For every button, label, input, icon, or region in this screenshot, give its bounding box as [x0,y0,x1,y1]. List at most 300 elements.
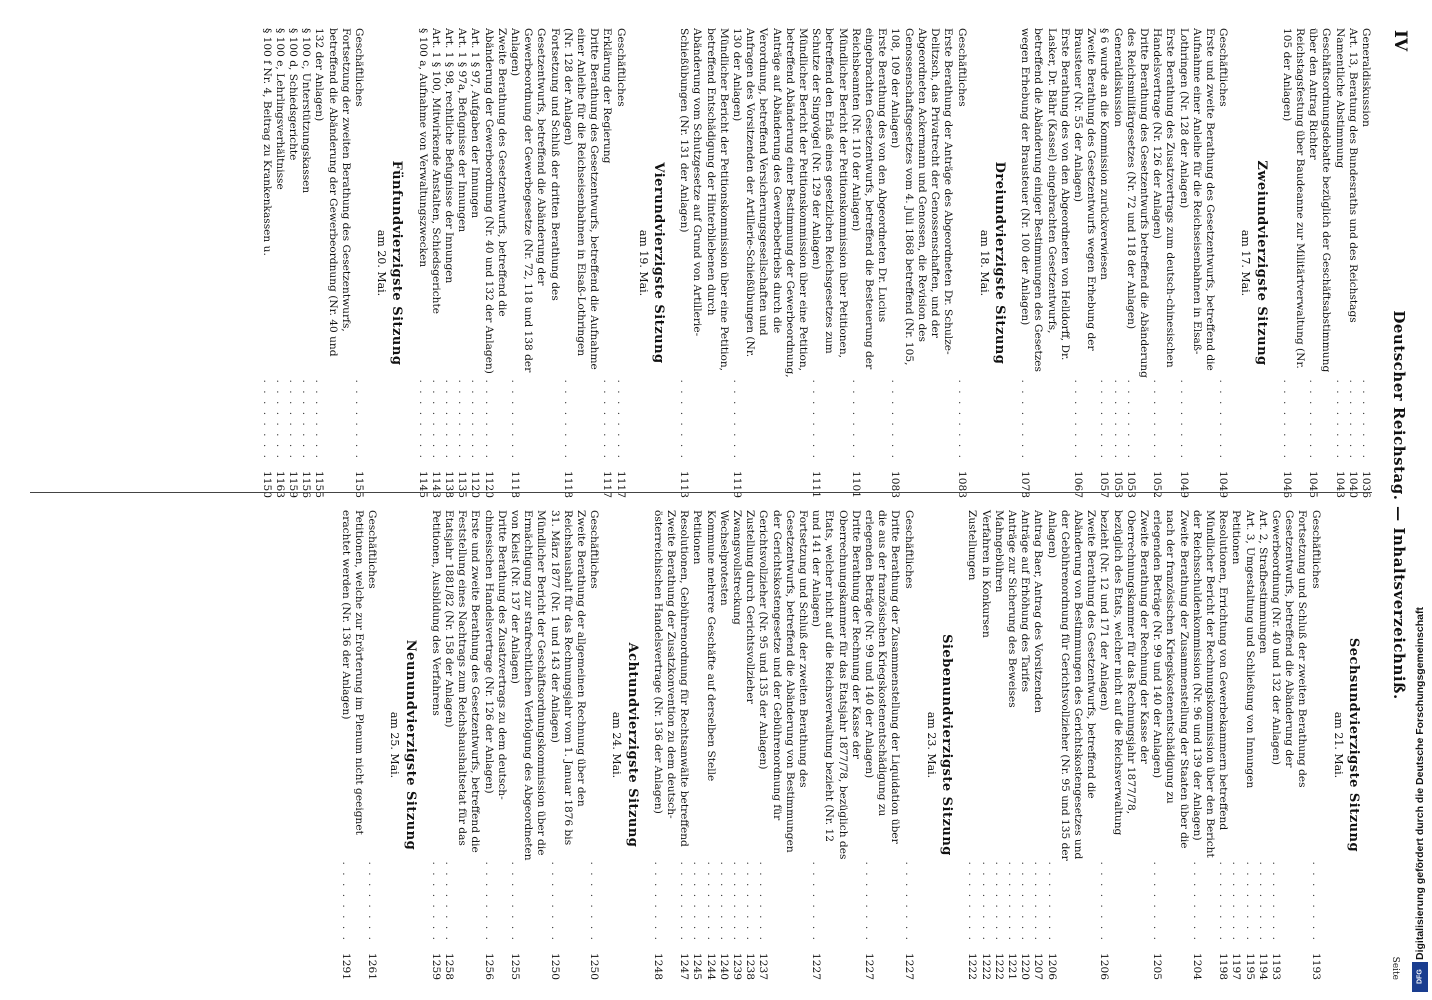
entry-text: Zwangsvollstreckung [731,510,744,625]
dot-leader: . . . . . . . . [1032,861,1045,942]
page-ref: 1206 [1098,953,1111,980]
page-ref: 1159 [286,471,299,498]
page-ref: 1250 [588,953,601,980]
entry-text: Fortsetzung und Schluß der zweiten Berathung des Gesetzentwurfs, betreffend die Abänderung von Bestimmungen der Gerichtskostengesetze und der Gebührenordnung für Gerichtsvollzieher (Nr. 95 und 135 der Anlagen) [757,510,810,853]
page-ref: 1198 [1217,953,1230,980]
entry-text: Antrag Baer, Antrag des Vorsitzenden [1032,510,1045,714]
toc-entry [1306,28,1332,498]
sitting-date: am 25. Mai. [388,711,402,779]
entry-text: Erste Berathung des Zusatzvertrags zum deutsch-chinesischen Handelsvertrage (Nr. 126 der Anlagen) [1151,28,1177,368]
entry-text: Art. 1 § 98, rechtliche Befugnisse der Innungen [443,28,455,284]
dot-leader: . . . . . . . . [429,379,442,460]
page-ref: 1195 [1243,953,1256,980]
toc-entry [1071,28,1097,498]
sitting-title: Achtundvierzigste Sitzung [624,642,640,848]
dot-leader: . . . . . . . . [509,861,522,942]
entry-text: Mündlicher Bericht der Petitionskommission über eine Petition, betreffend Abänderung einer Bestimmung der Gewerbeordnung, Anträge auf Abänderung des Gewerbebetriebs durch die Verordnung, betreffend Versicherungsgesellschaften und Anfragen des Vorsitzenden der Artillerie-Schießübungen (Nr. 130 der Anlagen) [731,28,810,378]
entry-text: Generaldiskussion [1360,28,1372,127]
dot-leader: . . . . . . . . [469,379,482,460]
page-ref: 1238 [744,953,757,980]
dot-leader: . . . . . . . . [1333,379,1346,460]
toc-entry [1110,28,1123,498]
page-ref: 1052 [1151,471,1164,498]
toc-entry [273,28,286,498]
dot-leader: . . . . . . . . [1071,379,1084,460]
dot-leader: . . . . . . . . [1019,861,1032,942]
page-ref: 1245 [691,953,704,980]
entry-text: Petitionen [1230,510,1243,565]
dot-leader: . . . . . . . . [1346,379,1359,460]
entry-text: Art. 13, Beratung des Bundesraths und des Reichstags [1346,28,1359,323]
page-ref: 1163 [273,471,286,498]
toc-entry [1018,510,1031,980]
dot-leader: . . . . . . . . [1269,861,1282,942]
sitting-title: Sechsundvierzigste Sitzung [1346,637,1361,853]
dot-leader: . . . . . . . . [1177,379,1190,460]
entry-text: § 100 c, Unterstützungskassen [300,28,313,194]
page-ref: 1145 [416,471,429,498]
toc-entry [613,28,626,498]
entry-text: § 100 f Nr. 4, Beitrag zu Krankenkassen u. [260,28,273,256]
entry-text: Art. 2, Strafbestimmungen [1256,510,1269,654]
dot-leader: . . . . . . . . [273,379,286,460]
entry-text: Mahngebühren [992,510,1005,593]
page-header [1382,30,1410,980]
page-ref: 1150 [260,471,273,498]
dot-leader: . . . . . . . . [1217,379,1230,460]
entry-text: Kommune mehrere Geschäfte auf derselben Stelle [704,510,717,782]
page-ref: 1227 [902,953,915,980]
page-ref: 1118 [561,471,574,498]
sitting-date: am 17. Mai. [1239,229,1253,297]
dot-leader: . . . . . . . . [678,861,691,942]
toc-entry [730,510,743,980]
toc-entry [508,28,561,498]
toc-entry [743,510,756,980]
entry-text: Anträge zur Sicherung des Beweises [1005,510,1018,708]
page-ref: 1247 [678,953,691,980]
page-ref: 1206 [1045,953,1058,980]
toc-entry [1190,510,1216,980]
toc-entry [992,510,1005,980]
page-ref: 1083 [955,471,968,498]
toc-entry [809,28,849,498]
dot-leader: . . . . . . . . [1307,379,1320,460]
page-ref: 1261 [366,953,379,980]
dot-leader: . . . . . . . . [992,861,1005,942]
entry-text: Geschäftliches [1309,510,1322,589]
entry-text: Geschäftliches [614,28,627,107]
toc-entry [299,28,312,498]
page-ref: 1040 [1346,471,1359,498]
right-column [20,510,1372,980]
dot-leader: . . . . . . . . [1190,861,1203,942]
sitting-title: Vierundvierzigste Sitzung [651,162,667,364]
toc-entry [1332,28,1345,498]
dot-leader: . . . . . . . . [1098,379,1111,460]
dot-leader: . . . . . . . . [1217,861,1230,942]
entry-text: Dritte Berathung des Gesetzentwurfs, betreffend die Aufnahme einer Anleihe für die Reichseisenbahnen in Elsaß-Lothringen (Nr. 128 der Anlagen) [561,28,601,370]
toc-entry [365,510,378,980]
entry-text: Geschäftliches [902,510,915,589]
toc-entry [1256,510,1269,980]
toc-entry [730,28,809,498]
page-ref: 1255 [509,953,522,980]
seite-label: Seite [1390,956,1400,980]
toc-entry [339,510,365,980]
page-ref: 1120 [482,471,495,498]
entry-text: Generaldiskussion [1111,28,1124,127]
page-ref: 1135 [456,471,469,498]
toc-entry [1269,510,1309,980]
dot-leader: . . . . . . . . [902,861,915,942]
toc-entry [651,510,677,980]
page-ref: 1193 [1309,953,1322,980]
page-title: Deutscher Reichstag. — Inhaltsverzeichniß. [1390,310,1408,700]
toc-entry [756,510,809,980]
toc-entry [978,510,991,980]
entry-text: Namentliche Abstimmung [1333,28,1346,169]
page-ref: 1227 [810,953,823,980]
dot-leader: . . . . . . . . [757,861,770,942]
sitting-date: am 18. Mai. [977,229,991,297]
dot-leader: . . . . . . . . [810,861,823,942]
page-ref: 1237 [757,953,770,980]
entry-text: § 6 wurde an die Kommission zurückverwiesen [1098,28,1111,280]
page-ref: 1049 [1177,471,1190,498]
entry-text: Art. 3, Umgestaltung und Schließung von Innungen [1243,510,1256,789]
page-ref: 1078 [1019,471,1032,498]
dot-leader: . . . . . . . . [1045,861,1058,942]
entry-text: Geschäftliches [955,28,968,107]
sitting-date: am 21. Mai. [1331,711,1345,779]
sitting-date: am 19. Mai. [636,229,650,297]
page-number: IV [1390,30,1410,52]
toc-entry [442,28,455,498]
toc-entry [429,510,442,980]
dot-leader: . . . . . . . . [339,861,352,942]
toc-entry [677,28,730,498]
entry-text: Petitionen [691,510,704,565]
dot-leader: . . . . . . . . [443,861,455,942]
dot-leader: . . . . . . . . [561,379,574,460]
dot-leader: . . . . . . . . [704,861,717,942]
dot-leader: . . . . . . . . [1243,861,1256,942]
dot-leader: . . . . . . . . [429,861,442,942]
dot-leader: . . . . . . . . [588,861,601,942]
page-ref: 1222 [966,953,979,980]
toc-entry [259,28,272,498]
page-ref: 1222 [992,953,1005,980]
toc-entry [1031,510,1044,980]
toc-entry [1044,510,1097,980]
page-ref: 1138 [443,471,455,498]
toc-entry [587,510,600,980]
page-ref: 1049 [1217,471,1230,498]
toc-entry [415,28,428,498]
toc-entry [1359,28,1372,498]
toc-entry [1280,28,1306,498]
dot-leader: . . . . . . . . [548,861,561,942]
page-ref: 1155 [313,471,326,498]
toc-entry [312,28,352,498]
page-ref: 1113 [678,471,691,498]
dot-leader: . . . . . . . . [352,379,365,460]
toc-entry [1005,510,1018,980]
dot-leader: . . . . . . . . [1151,379,1164,460]
dot-leader: . . . . . . . . [1151,861,1164,942]
toc-entry [455,28,468,498]
page-ref: 1118 [509,471,522,498]
page-ref: 1111 [810,471,823,498]
dot-leader: . . . . . . . . [614,379,627,460]
page-ref: 1067 [1071,471,1084,498]
entry-text: Geschäftliches [352,28,365,107]
entry-text: Fortsetzung der zweiten Berathung des Gesetzentwurfs, betreffend die Abänderung der Gewerbeordnung (Nr. 40 und 132 der Anlagen) [313,28,352,357]
page-ref: 1143 [429,471,442,498]
dot-leader: . . . . . . . . [810,379,823,460]
entry-text: § 100 a, Aufnahme von Verwaltungszwecken [416,28,429,268]
dot-leader: . . . . . . . . [731,861,744,942]
entry-text: Dritte Berathung des Gesetzentwurfs betreffend die Abänderung des Reichsmilitärgesetzes (Nr. 72 und 118 der Anlagen) [1124,28,1150,378]
dot-leader: . . . . . . . . [651,861,664,942]
toc-entry [1097,510,1150,980]
toc-entry [508,510,548,980]
toc-entry [809,510,862,980]
dot-leader: . . . . . . . . [286,379,299,460]
page-ref: 1046 [1280,471,1293,498]
toc-entry [1216,510,1229,980]
page-ref: 1221 [1005,953,1018,980]
toc-entry [429,28,442,498]
page-ref: 1155 [352,471,365,498]
toc-entry [352,28,365,498]
page-ref: 1194 [1256,953,1269,980]
page-ref: 1119 [731,471,744,498]
entry-text: Fortsetzung und Schluß der dritten Berathung des Gesetzentwurfs, betreffend die Abänderung der Gewerbeordnung der Gewerbegesetze (Nr. 72, 118 und 138 der Anlagen) [509,28,561,373]
page-ref: 1250 [548,953,561,980]
toc-entry [1150,28,1176,498]
dot-leader: . . . . . . . . [300,379,313,460]
dot-leader: . . . . . . . . [1124,379,1137,460]
entry-text: Geschäftliches [1217,28,1230,107]
dot-leader: . . . . . . . . [979,861,992,942]
entry-text: Zweite Berathung des Gesetzentwurfs wegen Erhebung der Brausteuer (Nr. 55 der Anlagen) [1071,28,1098,351]
toc-entry [481,28,507,498]
page-ref: 1053 [1111,471,1124,498]
entry-text: Dritte Berathung des Zusatzvertrags zu dem deutsch-chinesischen Handelsvertrage (Nr. 126 der Anlagen) [482,510,508,800]
page-ref: 1256 [482,953,495,980]
entry-text: Zweite Berathung der allgemeinen Rechnung über den Reichshaushalt für das Rechnungsjahr vom 1. Januar 1876 bis 31. März 1877 (Nr. 1 und 143 der Anlagen) [548,510,588,846]
dot-leader: . . . . . . . . [1230,861,1243,942]
page-ref: 1045 [1307,471,1320,498]
toc-entry [1124,28,1150,498]
page-ref: 1240 [717,953,730,980]
dot-leader: . . . . . . . . [955,379,968,460]
toc-entry [1229,510,1242,980]
page-ref: 1248 [651,953,664,980]
dot-leader: . . . . . . . . [482,379,495,460]
entry-text: Anträge auf Erhöhung des Tarifes [1019,510,1032,693]
entry-text: Zweite Berathung der Zusammenstellung der Staaten über die nach der französischen Kriegskostenentschädigung zu erlegenden Beträge (Nr. 99 und 140 der Anlagen) [1151,510,1190,849]
page-ref: 1244 [704,953,717,980]
dot-leader: . . . . . . . . [691,861,704,942]
dot-leader: . . . . . . . . [1280,379,1293,460]
page-ref: 1117 [614,471,627,498]
entry-text: Geschäftsordnungsdebatte bezüglich der Geschäftsabstimmung über den Antrag Richter [1307,28,1333,373]
entry-text: Zweite Berathung der Rechnung der Kasse der Oberrechnungskammer für das Rechnungsjahr 1877/78, bezüglich des Etats, welcher nicht auf die Reichsverwaltung bezieht (Nr. 12 und 171 der Anlagen) [1098,510,1150,836]
page-ref: 1120 [469,471,482,498]
entry-text: Art. 1 § 100, Mitwirkende Anstalten, Schiedsgerichte [429,28,442,315]
page-ref: 1239 [731,953,744,980]
page-ref: 1053 [1124,471,1137,498]
page-ref: 1220 [1019,953,1032,980]
dot-leader: . . . . . . . . [1005,861,1018,942]
digitization-credit: Digitalisierung gefördert durch die Deutsche Forschungsgemeinschaft [1414,607,1426,960]
page-ref: 1291 [339,953,352,980]
entry-text: Geschäftliches [588,510,601,589]
toc-entry [561,28,601,498]
toc-entry [468,28,481,498]
dfg-logo: DFG [1412,962,1428,992]
dot-leader: . . . . . . . . [966,861,979,942]
sitting-title: Fünfundvierzigste Sitzung [389,160,405,366]
entry-text: Resolutionen, Gebührenordnung für Rechtsanwälte betreffend [678,510,691,847]
page-ref: 1117 [601,471,614,498]
entry-text: Mündlicher Bericht der Rechnungskommission über den Bericht der Reichsschuldenkommission (Nr. 96 und 139 der Anlagen) [1190,510,1216,858]
dot-leader: . . . . . . . . [456,379,469,460]
dot-leader: . . . . . . . . [1256,861,1269,942]
entry-text: Petitionen, Ausbildung des Verfahrens [429,510,442,716]
entry-text: Zweite Berathung des Gesetzentwurfs, betreffend die Abänderung von Bestimmungen des Gerichtskostengesetzes und der Gebührenordnung für Gerichtsvollzieher (Nr. 95 und 135 der Anlagen) [1045,510,1098,861]
dot-leader: . . . . . . . . [1098,861,1111,942]
dot-leader: . . . . . . . . [366,861,379,942]
toc-entry [600,28,613,498]
dot-leader: . . . . . . . . [744,861,757,942]
dot-leader: . . . . . . . . [443,379,455,460]
page-ref: 1036 [1360,471,1372,498]
page-ref: 1227 [863,953,876,980]
page-ref: 1204 [1190,953,1203,980]
dot-leader: . . . . . . . . [849,379,862,460]
entry-text: Zustellungen [966,510,979,581]
toc-entry [965,510,978,980]
toc-entry [481,510,507,980]
entry-text: Erste Berathung des von den Abgeordneten Dr. Lucius eingebrachten Gesetzentwurfs, betreffend die Besteuerung der Reichsbeamten (Nr. 110 der Anlagen) [849,28,889,370]
toc-entry [1242,510,1255,980]
entry-text: Mündlicher Bericht der Geschäftsordnungskommission über die Ermächtigung zur strafrechtlichen Verfolgung des Abgeordneten von Kleist (Nr. 137 der Anlagen) [509,510,548,861]
page-ref: 1083 [889,471,902,498]
dot-leader: . . . . . . . . [863,861,876,942]
dot-leader: . . . . . . . . [1360,379,1372,460]
entry-text: Petitionen, welche zur Erörterung im Plenum nicht geeignet erachtet werden (Nr. 136 der Anlagen) [339,510,365,835]
dot-leader: . . . . . . . . [313,379,326,460]
dot-leader: . . . . . . . . [416,379,429,460]
toc-entry [954,28,967,498]
page-ref: 1207 [1032,953,1045,980]
toc-entry [442,510,482,980]
toc-entry [677,510,690,980]
entry-text: § 100 d, Schiedsgerichte [286,28,299,161]
left-column [20,28,1372,498]
dot-leader: . . . . . . . . [482,861,495,942]
dot-leader: . . . . . . . . [1111,379,1124,460]
toc-entry [1150,510,1190,980]
entry-text: Zustellung durch Gerichtsvollzieher [744,510,757,704]
page-ref: 1057 [1098,471,1111,498]
entry-text: Zweite Berathung des Gesetzentwurfs, betreffend die Abänderung der Gewerbeordnung (Nr. 40 und 132 der Anlagen) [482,28,508,374]
entry-text: Geschäftliches [366,510,379,589]
page-ref: 1197 [1230,953,1243,980]
dot-leader: . . . . . . . . [678,379,691,460]
dot-leader: . . . . . . . . [731,379,744,460]
sitting-date: am 20. Mai. [375,229,389,297]
column-divider [30,492,1372,493]
entry-text: Erste und zweite Berathung des Gesetzentwurfs, betreffend die Feststellung eines Nachtrags zum Reichshaushaltsetat für das Etatsjahr 1881/82 (Nr. 158 der Anlagen) [443,510,482,853]
toc-entry [1176,28,1216,498]
entry-text: Mündlicher Bericht der Petitionskommission über Petitionen, betreffend den Erlaß eines gesetzlichen Reichsgesetzes zum Schutze der Singvögel (Nr. 129 der Anlagen) [810,28,849,359]
dot-leader: . . . . . . . . [1019,379,1032,460]
entry-text: Erklärung der Regierung [601,28,614,164]
entry-text: Zweite Berathung der Zusatzkonvention zu dem deutsch-österreichischen Handelsvertrage (Nr. 136 der Anlagen) [651,510,678,819]
toc-entry [286,28,299,498]
entry-text: Verfahren in Konkursen [979,510,992,638]
toc-entry [902,510,915,980]
toc-entry [1346,28,1359,498]
toc-entry [888,28,954,498]
entry-text: Erste Berathung des von den Abgeordneten von Helldorff, Dr. Lasker, Dr. Bähr (Kassel) eingebrachten Gesetzentwurfs, betreffend die Abänderung einiger Bestimmungen des Gesetzes wegen Erhebung der Brausteuer (Nr. 100 der Anlagen) [1019,28,1071,372]
entry-text: § 100 e, Lehrlingsverhältnisse [273,28,286,190]
toc-entry [1018,28,1071,498]
toc-entry [1308,510,1321,980]
entry-text: Wechselprotesten [717,510,730,606]
page-ref: 1222 [979,953,992,980]
dot-leader: . . . . . . . . [601,379,614,460]
sitting-date: am 23. Mai. [924,711,938,779]
toc-entry [547,510,587,980]
entry-text: Mündlicher Bericht der Petitionskommission über eine Petition, betreffend Entschädigung der Hinterbliebenen durch Abänderung vom Schutzgesetze auf Grund von Artillerie-Schießübungen (Nr. 131 der Anlagen) [678,28,730,372]
toc-entry [849,28,889,498]
page-ref: 1101 [849,471,862,498]
dot-leader: . . . . . . . . [717,861,730,942]
page-ref: 1259 [429,953,442,980]
entry-text: Art. 1 § 97a, Befugnisse der Innungen [456,28,469,233]
entry-text: Resolutionen, Errichtung von Gewerbekammern betreffend [1217,510,1230,831]
page-ref: 1156 [300,471,313,498]
entry-text: Dritte Berathung der Zusammenstellung der Liquidation über die aus der französischen Kriegskostenentschädigung zu erlegenden Beträge (Nr. 99 und 140 der Anlagen) [863,510,902,844]
dot-leader: . . . . . . . . [260,379,273,460]
sitting-title: Siebenundvierzigste Sitzung [939,634,955,856]
toc-entry [690,510,703,980]
entry-text: Fortsetzung und Schluß der zweiten Berathung des Gesetzentwurfs, betreffend die Abänderung der Gewerbeordnung (Nr. 40 und 132 der Anlagen) [1269,510,1309,788]
dot-leader: . . . . . . . . [509,379,522,460]
dot-leader: . . . . . . . . [889,379,902,460]
entry-text: Erste Berathung der Anträge des Abgeordneten Dr. Schulze-Delitzsch, das Privatrecht der Genossenschaften, und der Abgeordneten Ackermann und Genossen, die Revision des Genossenschaftsgesetzes vom 4. Juli 1868 betreffend (Nr. 105, 108, 109 der Anlagen) [889,28,955,366]
entry-text: Art. 1 § 97, Aufgaben der Innungen [469,28,482,219]
page-ref: 1043 [1333,471,1346,498]
entry-text: Erste und zweite Berathung des Gesetzentwurfs, betreffend die Aufnahme einer Anleihe für die Reichseisenbahnen in Elsaß-Lothringen (Nr. 128 der Anlagen) [1177,28,1216,371]
toc-entry [703,510,716,980]
toc-entry [1216,28,1229,498]
page-ref: 1205 [1151,953,1164,980]
toc-entry [862,510,902,980]
dot-leader: . . . . . . . . [1309,861,1322,942]
entry-text: Dritte Berathung der Rechnung der Kasse der Oberrechnungskammer für das Etatsjahr 1877/78, bezüglich des Etats, welcher nicht auf die Reichsverwaltung bezieht (Nr. 12 und 141 der Anlagen) [810,510,862,860]
page-ref: 1258 [443,953,455,980]
toc-entry [717,510,730,980]
sitting-date: am 24. Mai. [610,711,624,779]
sitting-title: Dreiundvierzigste Sitzung [991,161,1007,365]
